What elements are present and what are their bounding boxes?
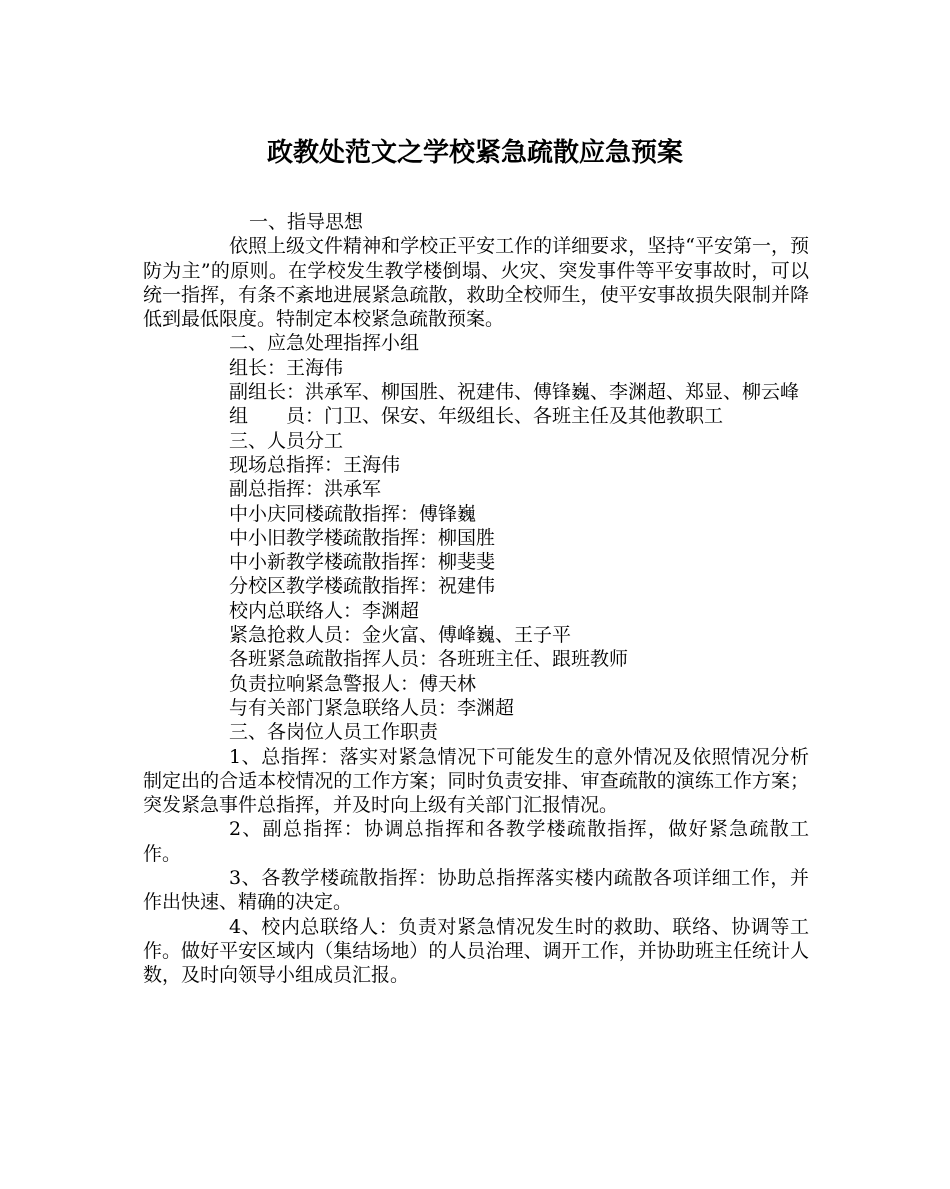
line-class-evacuation-staff: 各班紧急疏散指挥人员：各班班主任、跟班教师 <box>229 648 629 671</box>
line-field-commander: 现场总指挥：王海伟 <box>229 453 401 476</box>
line-alarm-staff: 负责拉响紧急警报人：傅天林 <box>229 672 477 695</box>
section-heading-staff-assignment: 三、人员分工 <box>229 429 344 452</box>
line-qingtong-building-commander: 中小庆同楼疏散指挥：傅锋巍 <box>229 502 477 525</box>
section-heading-duties: 三、各岗位人员工作职责 <box>229 721 439 744</box>
document-title: 政教处范文之学校紧急疏散应急预案 <box>266 138 683 168</box>
line-deputy-commander: 副总指挥：洪承军 <box>229 478 382 501</box>
paragraph-guiding-ideology: 依照上级文件精神和学校正平安工作的详细要求，坚持“平安第一，预防为主”的原则。在学校发生教学楼倒塌、火灾、突发事件等平安事故时，可以统一指挥，有条不紊地进展紧急疏散，救助全校师生，使平安事故损失限制并降低到最低限度。特制定本校紧急疏散预案。 <box>143 235 809 331</box>
paragraph-duty-liaison: 4、校内总联络人：负责对紧急情况发生时的救助、联络、协调等工作。做好平安区域内（集结场地）的人员治理、调开工作，并协助班主任统计人数，及时向领导小组成员汇报。 <box>143 915 809 987</box>
line-old-building-commander: 中小旧教学楼疏散指挥：柳国胜 <box>229 526 496 549</box>
line-group-members: 组 员：门卫、保安、年级组长、各班主任及其他教职工 <box>229 405 724 428</box>
section-heading-command-group: 二、应急处理指挥小组 <box>229 332 420 355</box>
paragraph-duty-deputy-commander: 2、副总指挥：协调总指挥和各教学楼疏散指挥，做好紧急疏散工作。 <box>143 818 809 865</box>
line-deputy-leaders: 副组长：洪承军、柳国胜、祝建伟、傅锋巍、李渊超、郑显、柳云峰 <box>229 381 800 404</box>
line-branch-campus-commander: 分校区教学楼疏散指挥：祝建伟 <box>229 575 496 598</box>
line-external-liaison: 与有关部门紧急联络人员：李渊超 <box>229 696 515 719</box>
document-body <box>143 210 809 988</box>
line-new-building-commander: 中小新教学楼疏散指挥：柳斐斐 <box>229 551 496 574</box>
paragraph-duty-commander: 1、总指挥：落实对紧急情况下可能发生的意外情况及依照情况分析制定出的合适本校情况的工作方案；同时负责安排、审查疏散的演练工作方案；突发紧急事件总指挥，并及时向上级有关部门汇报情况。 <box>143 745 809 817</box>
line-liaison: 校内总联络人：李渊超 <box>229 599 420 622</box>
line-rescue-staff: 紧急抢救人员：金火富、傅峰巍、王子平 <box>229 624 572 647</box>
paragraph-duty-building-commanders: 3、各教学楼疏散指挥：协助总指挥落实楼内疏散各项详细工作，并作出快速、精确的决定。 <box>143 867 809 914</box>
section-heading-guiding-ideology: 一、指导思想 <box>249 211 364 233</box>
line-group-leader: 组长：王海伟 <box>229 356 344 379</box>
